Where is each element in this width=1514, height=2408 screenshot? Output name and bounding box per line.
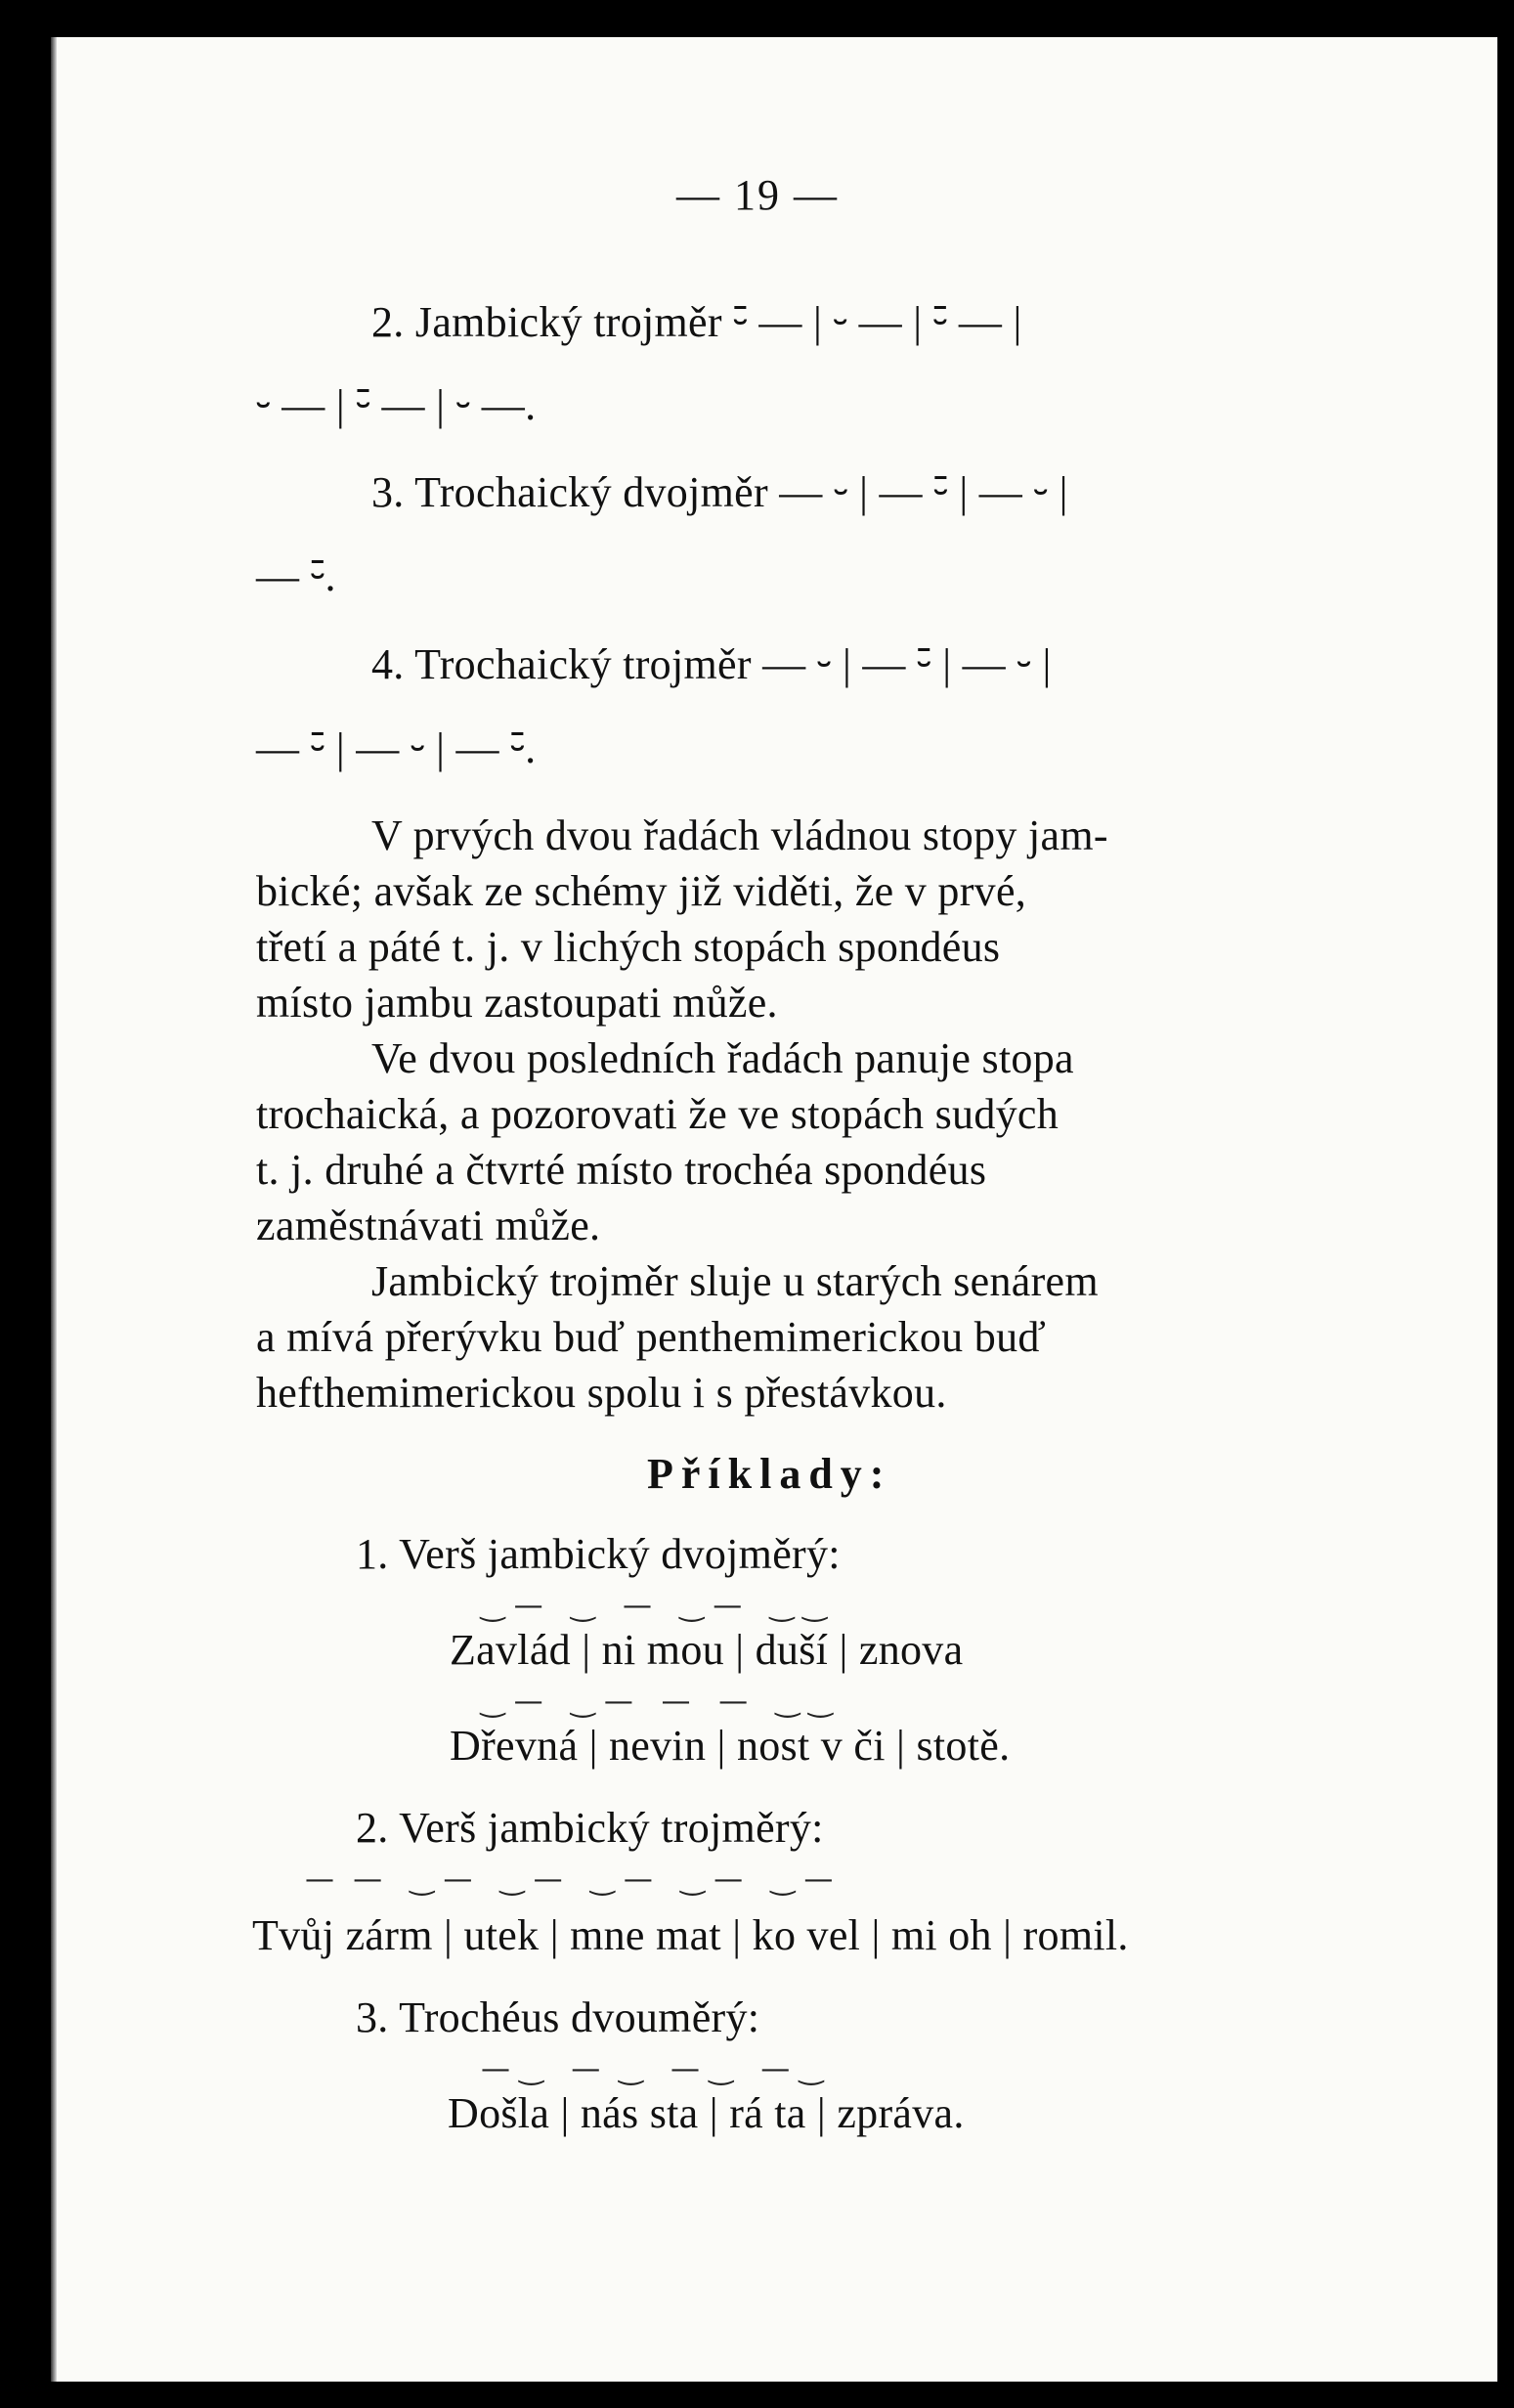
example-label: 2. Verš jambický trojměrý: <box>356 1804 824 1852</box>
paragraph-line: a mívá přerývku buď penthemimerickou buď <box>256 1313 1047 1361</box>
paragraph-line: místo jambu zastoupati může. <box>256 979 778 1027</box>
text-line: 2. Jambický trojměr ⏑̄ — | ⏑ — | ⏑̄ — | <box>371 298 1022 346</box>
scansion-marks: — ‿ — ‿ — ‿ — ‿ <box>481 2052 823 2086</box>
scansion-marks: ‿ — ‿ — ‿ — ‿ ‿ <box>481 1589 827 1623</box>
page-number: — 19 — <box>676 171 839 219</box>
book-page <box>51 37 1497 2382</box>
paragraph-line: třetí a páté t. j. v lichých stopách spondéus <box>256 923 1001 971</box>
paragraph-line: trochaická, a pozorovati že ve stopách sudých <box>256 1090 1060 1138</box>
paragraph-line: bické; avšak ze schémy již viděti, že v prvé, <box>256 867 1027 915</box>
example-label: 3. Trochéus dvouměrý: <box>356 1993 760 2041</box>
text-line: — ⏑̄ | — ⏑ | — ⏑̄. <box>256 724 537 772</box>
paragraph-line: Jambický trojměr sluje u starých senárem <box>371 1257 1099 1305</box>
paragraph-line: Ve dvou posledních řadách panuje stopa <box>371 1034 1074 1082</box>
paragraph-line: hefthemimerickou spolu i s přestávkou. <box>256 1369 947 1417</box>
example-label: 1. Verš jambický dvojměrý: <box>356 1530 841 1578</box>
paragraph-line: V prvých dvou řadách vládnou stopy jam- <box>371 811 1108 859</box>
scansion-marks: ‿ — ‿ — — — ‿ ‿ <box>481 1685 833 1719</box>
scansion-marks: — — ‿ — ‿ — ‿ — ‿ — ‿ — <box>305 1862 834 1897</box>
text-line: 3. Trochaický dvojměr — ⏑ | — ⏑̄ | — ⏑ | <box>371 468 1068 516</box>
text-line: — ⏑̄. <box>256 552 336 600</box>
paragraph-line: zaměstnávati může. <box>256 1202 601 1249</box>
examples-heading: Příklady: <box>647 1450 892 1498</box>
verse-line: Dřevná | nevin | nost v či | stotě. <box>450 1722 1011 1770</box>
verse-line: Tvůj zárm | utek | mne mat | ko vel | mi oh | romil. <box>252 1911 1129 1959</box>
text-line: 4. Trochaický trojměr — ⏑ | — ⏑̄ | — ⏑ | <box>371 640 1052 688</box>
verse-line: Došla | nás sta | rá ta | zpráva. <box>448 2089 965 2137</box>
verse-line: Zavlád | ni mou | duší | znova <box>450 1626 964 1674</box>
paragraph-line: t. j. druhé a čtvrté místo trochéa spondéus <box>256 1146 987 1194</box>
text-line: ⏑ — | ⏑̄ — | ⏑ —. <box>256 381 537 429</box>
page-edge <box>51 37 57 2382</box>
